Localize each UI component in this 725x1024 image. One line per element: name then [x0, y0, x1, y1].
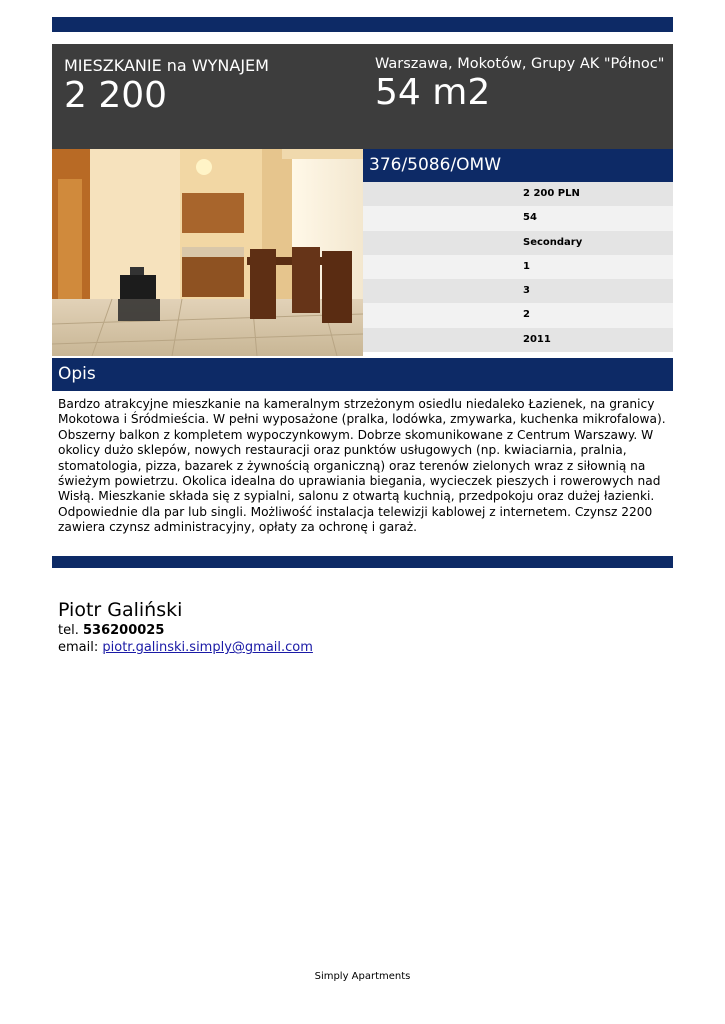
footer-company: Simply Apartments: [314, 971, 411, 982]
listing-price: 2 200: [64, 75, 168, 116]
reference-number: 376/5086/OMW: [363, 149, 673, 182]
detail-value: Secondary: [523, 236, 583, 248]
apartment-photo: [52, 149, 363, 356]
detail-value: 54: [523, 212, 537, 224]
header-left: [64, 56, 269, 118]
agent-name: Piotr Galiński: [58, 599, 183, 621]
detail-value: 2011: [523, 333, 551, 345]
detail-row-6: [363, 303, 673, 327]
detail-row-area: [363, 206, 673, 230]
listing-type: MIESZKANIE na WYNAJEM: [64, 56, 269, 75]
detail-row-year: [363, 328, 673, 352]
agent-contact: [58, 598, 313, 656]
detail-value: 1: [523, 260, 530, 272]
detail-row-market: [363, 231, 673, 255]
top-accent-bar: [52, 17, 673, 32]
detail-value: 2: [523, 309, 530, 321]
header-right: [375, 55, 665, 115]
detail-row-5: [363, 279, 673, 303]
description-text: Bardzo atrakcyjne mieszkanie na kameralnym strzeżonym osiedlu niedaleko Łazienek, na granicy Mokotowa i Śródmieścia. W pełni wyposażone (pralka, lodówka, zmywarka, kuchenka mikrofalowa). Obszerny balkon z kompletem wypoczynkowym. Dobrze skomunikowane z Centrum Warszawy. W okolicy dużo sklepów, nowych restauracji oraz punktów usługowych (np. kwiaciarnia, pralnia, stomatologia, pizza, bazarek z żywnością organiczną) oraz terenów zielonych wraz z siłownią na świeżym powietrzu. Okolica idealna do uprawiania biegania, wycieczek pieszych i rowerowych nad Wisłą. Mieszkanie składa się z sypialni, salonu z otwartą kuchnią, przedpokoju oraz dużej łazienki. Odpowiednie dla par lub singli. Możliwość instalacja telewizji kablowej z internetem. Czynsz 2200 zawiera czynsz administracyjny, opłaty za ochronę i garaż.: [58, 397, 666, 535]
email-label: email:: [58, 640, 99, 655]
agent-email-line: [58, 639, 313, 656]
detail-row-price: [363, 182, 673, 206]
detail-value: 3: [523, 285, 530, 297]
listing-header: [52, 44, 673, 149]
detail-value: 2 200 PLN: [523, 188, 580, 199]
phone-label: tel.: [58, 623, 79, 638]
description-heading: Opis: [52, 358, 673, 391]
listing-area: 54 m2: [375, 72, 491, 113]
details-table: [363, 182, 673, 352]
bottom-accent-bar: [52, 556, 673, 568]
agent-email-link[interactable]: piotr.galinski.simply@gmail.com: [102, 640, 313, 655]
listing-address: Warszawa, Mokotów, Grupy AK "Północ": [375, 56, 665, 72]
detail-row-4: [363, 255, 673, 279]
agent-phone: 536200025: [82, 623, 165, 638]
agent-phone-line: [58, 622, 313, 639]
